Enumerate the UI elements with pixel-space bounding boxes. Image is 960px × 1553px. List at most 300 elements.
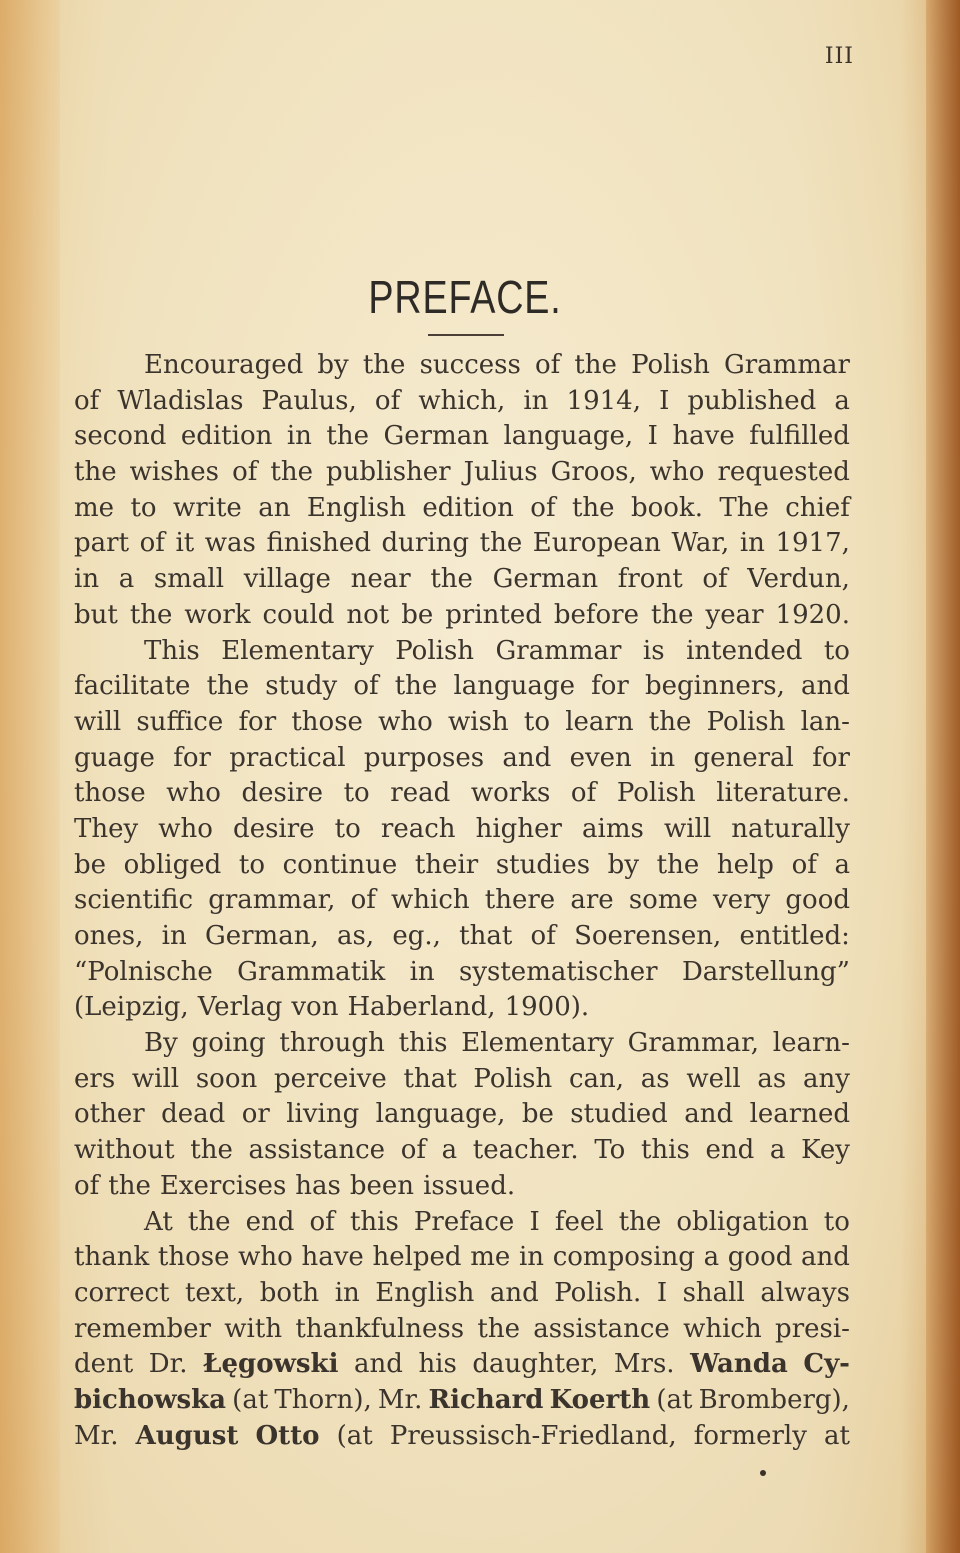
preface-word: works	[470, 778, 551, 809]
preface-word: English	[306, 492, 406, 523]
preface-word: me	[470, 1242, 511, 1273]
preface-word: is	[642, 635, 665, 666]
preface-word: Grammar	[723, 350, 850, 380]
preface-word: for	[238, 706, 277, 737]
preface-word: Polish	[706, 706, 786, 737]
preface-line	[74, 848, 850, 884]
preface-line	[74, 741, 850, 777]
preface-word: in	[650, 742, 676, 773]
preface-word: with	[224, 1313, 283, 1344]
preface-line	[74, 990, 850, 1026]
preface-word: Encouraged	[144, 350, 304, 380]
preface-word: by	[607, 849, 640, 880]
preface-word: presi-	[775, 1313, 850, 1344]
preface-word: August	[135, 1420, 239, 1451]
preface-word: in	[74, 564, 100, 595]
preface-line	[74, 419, 850, 455]
preface-word: Polish	[395, 635, 475, 666]
preface-word: there	[484, 885, 556, 916]
preface-line	[74, 812, 850, 848]
preface-word: and	[801, 1242, 850, 1273]
preface-word: dent	[74, 1349, 134, 1380]
preface-word: thankfulness	[295, 1313, 465, 1344]
preface-word: naturally	[731, 813, 850, 844]
preface-word: Grammatik	[237, 956, 386, 987]
preface-word: without	[74, 1135, 175, 1166]
preface-word: literature.	[716, 778, 850, 809]
preface-word: Paulus,	[261, 385, 357, 416]
preface-word: always	[760, 1277, 850, 1308]
page-edge-right	[926, 0, 960, 1553]
preface-word: good	[785, 885, 850, 916]
preface-word: and	[354, 1349, 403, 1380]
preface-word: can,	[568, 1063, 625, 1094]
preface-word: in	[286, 421, 312, 452]
preface-word: but	[74, 599, 118, 630]
preface-word: to	[523, 706, 550, 737]
preface-word: eg.,	[392, 921, 441, 951]
printer-mark	[760, 1470, 766, 1476]
preface-word: 1920.	[775, 599, 850, 630]
preface-word: obliged	[123, 849, 222, 880]
preface-word: Preussisch-Friedland,	[389, 1420, 677, 1451]
preface-word: Wanda	[690, 1349, 788, 1380]
preface-word: chief	[785, 492, 850, 523]
preface-word: I	[659, 385, 670, 416]
preface-word: At	[144, 1206, 173, 1237]
preface-word: who	[158, 813, 213, 844]
preface-word: have	[301, 1242, 364, 1273]
preface-word: The	[719, 492, 769, 523]
preface-word: of	[350, 885, 376, 916]
preface-line	[74, 669, 850, 705]
preface-word: end	[705, 1135, 755, 1166]
preface-word: this	[640, 1135, 690, 1166]
preface-word: who	[649, 457, 705, 488]
preface-word: Richard	[428, 1384, 544, 1415]
preface-word: as	[640, 1063, 670, 1094]
preface-word: been	[349, 1170, 415, 1201]
preface-word: of	[534, 350, 561, 380]
preface-line	[74, 776, 850, 812]
preface-word: the	[270, 457, 313, 488]
preface-word: “Polnische	[74, 956, 213, 987]
preface-line	[74, 634, 850, 670]
preface-line	[74, 491, 850, 527]
preface-word: assistance	[533, 1313, 670, 1344]
preface-word: of	[702, 564, 728, 595]
preface-line	[74, 1169, 850, 1205]
preface-word: in	[518, 1242, 545, 1273]
preface-word: I	[529, 1206, 540, 1237]
preface-word: even	[569, 742, 632, 773]
preface-word: in	[161, 921, 187, 951]
preface-word: correct	[74, 1277, 170, 1308]
preface-word: study	[265, 671, 338, 702]
preface-word: higher	[475, 813, 562, 844]
preface-word: who	[238, 1242, 293, 1273]
preface-word: a	[703, 1242, 720, 1273]
preface-word: general	[693, 742, 794, 773]
preface-word: for	[812, 742, 850, 773]
preface-word: the	[618, 1206, 662, 1237]
preface-word: remember	[74, 1313, 211, 1344]
preface-word: in	[523, 385, 549, 416]
preface-word: Mr.	[74, 1420, 119, 1451]
preface-word: German	[383, 421, 489, 452]
preface-word: was	[204, 528, 256, 559]
preface-word: purposes	[363, 742, 485, 773]
preface-word: Verdun,	[747, 564, 850, 595]
preface-word: through	[279, 1028, 385, 1059]
preface-word: bichowska	[74, 1384, 227, 1415]
preface-word: Elementary	[221, 635, 374, 666]
preface-line	[74, 1133, 850, 1169]
preface-word: Bromberg),	[698, 1384, 850, 1415]
preface-word: thank	[74, 1242, 150, 1273]
preface-word: end	[245, 1206, 295, 1237]
preface-word: and	[684, 1099, 734, 1130]
preface-word: Polish	[616, 778, 696, 809]
preface-line	[74, 1383, 850, 1419]
preface-word: the	[656, 849, 700, 880]
preface-word: (at	[336, 1420, 373, 1451]
preface-line	[74, 1205, 850, 1241]
preface-word: to	[823, 1206, 850, 1237]
preface-word: be	[521, 1099, 554, 1130]
preface-word: published	[687, 385, 817, 416]
preface-line	[74, 1026, 850, 1062]
preface-word: that	[459, 921, 513, 951]
preface-word: the	[190, 1135, 233, 1166]
preface-word: I	[647, 421, 658, 452]
preface-word: very	[713, 885, 771, 916]
preface-word: shall	[682, 1277, 745, 1308]
preface-word: aims	[582, 813, 644, 844]
preface-word: going	[191, 1028, 266, 1059]
preface-word: their	[414, 849, 479, 880]
preface-line	[74, 562, 850, 598]
preface-word: This	[144, 635, 200, 666]
preface-word: assistance	[248, 1135, 386, 1166]
preface-word: language,	[503, 421, 634, 452]
preface-word: of	[309, 1206, 335, 1237]
preface-word: be	[74, 849, 107, 880]
preface-word: that	[403, 1063, 457, 1094]
preface-word: will	[74, 706, 122, 737]
preface-word: the	[129, 599, 173, 630]
preface-word: grammar,	[208, 885, 336, 916]
preface-word: reach	[380, 813, 456, 844]
preface-word: in	[739, 528, 765, 559]
preface-word: for	[591, 671, 629, 702]
preface-word: guage	[74, 742, 155, 773]
preface-word: perceive	[273, 1063, 387, 1094]
preface-word: 1917,	[775, 528, 850, 559]
preface-word: of	[791, 849, 817, 880]
preface-word: helped	[372, 1242, 462, 1273]
preface-word: the	[108, 1170, 151, 1201]
preface-word: Mr.	[377, 1384, 423, 1415]
preface-word: his	[418, 1349, 457, 1380]
preface-word: will	[663, 813, 712, 844]
preface-word: in	[409, 956, 435, 987]
preface-word: the	[394, 671, 438, 702]
preface-word: text,	[184, 1277, 245, 1308]
preface-word: To	[594, 1135, 626, 1166]
preface-word: the	[571, 492, 615, 523]
preface-word: both	[259, 1277, 320, 1308]
preface-word: to	[343, 778, 370, 809]
preface-word: or	[241, 1099, 270, 1130]
preface-word: European	[532, 528, 661, 559]
preface-word: Polish.	[554, 1277, 642, 1308]
preface-word: of	[374, 385, 401, 416]
preface-word: as,	[336, 921, 375, 951]
preface-line	[74, 1240, 850, 1276]
preface-word: desire	[233, 813, 315, 844]
preface-word: Polish	[631, 350, 710, 380]
preface-word: which	[683, 1313, 762, 1344]
preface-word: Polish	[473, 1063, 553, 1094]
preface-word: the	[650, 599, 694, 630]
preface-word: English	[375, 1277, 475, 1308]
preface-word: some	[628, 885, 698, 916]
title-underline	[428, 334, 504, 336]
preface-word: for	[173, 742, 211, 773]
preface-word: ers	[74, 1063, 116, 1094]
preface-word: language	[453, 671, 575, 702]
preface-word: learn-	[772, 1028, 850, 1059]
preface-word: Haberland,	[347, 992, 496, 1023]
preface-word: of	[74, 1170, 100, 1201]
preface-word: a	[441, 1135, 458, 1166]
preface-body	[74, 348, 850, 1454]
preface-word: me	[74, 492, 115, 523]
preface-word: could	[262, 599, 335, 630]
preface-word: the	[430, 564, 473, 595]
preface-word: which,	[418, 385, 506, 416]
preface-word: have	[672, 421, 735, 452]
preface-word: soon	[195, 1063, 258, 1094]
preface-word: living	[286, 1099, 360, 1130]
preface-word: to	[823, 635, 850, 666]
preface-word: by	[317, 350, 349, 380]
page-title: PREFACE.	[368, 271, 562, 323]
preface-line	[74, 598, 850, 634]
preface-word: before	[553, 599, 639, 630]
preface-word: obligation	[676, 1206, 809, 1237]
preface-word: studies	[495, 849, 591, 880]
preface-word: of	[353, 671, 379, 702]
preface-word: practical	[229, 742, 346, 773]
preface-word: are	[570, 885, 614, 916]
preface-word: They	[74, 813, 139, 844]
preface-word: which	[391, 885, 470, 916]
preface-word: Soerensen,	[574, 921, 722, 951]
preface-word: of	[400, 1135, 426, 1166]
preface-word: year	[705, 599, 764, 630]
preface-word: the	[477, 1313, 520, 1344]
preface-word: printed	[445, 599, 542, 630]
preface-word: and	[801, 671, 850, 702]
preface-word: Koerth	[549, 1384, 651, 1415]
preface-word: learned	[749, 1099, 850, 1130]
preface-word: at	[824, 1420, 850, 1451]
preface-word: teacher.	[472, 1135, 579, 1166]
preface-word: German,	[204, 921, 319, 951]
preface-word: Mrs.	[613, 1349, 675, 1380]
preface-word: will	[131, 1063, 180, 1094]
preface-word: it	[175, 528, 195, 559]
preface-word: wishes	[129, 457, 220, 488]
preface-word: composing	[552, 1242, 695, 1273]
preface-word: near	[350, 564, 411, 595]
preface-word: of	[232, 457, 258, 488]
preface-word: of	[530, 492, 556, 523]
preface-word: a	[118, 564, 135, 595]
preface-word: a	[769, 1135, 786, 1166]
preface-word: be	[401, 599, 434, 630]
preface-word: any	[802, 1063, 850, 1094]
preface-word: the	[187, 1206, 231, 1237]
preface-word: a	[834, 385, 850, 416]
preface-word: learn	[565, 706, 634, 737]
preface-word: Exercises	[159, 1170, 287, 1201]
preface-word: write	[172, 492, 242, 523]
preface-word: those	[291, 706, 363, 737]
preface-line	[74, 384, 850, 420]
preface-line	[74, 1062, 850, 1098]
preface-word: War,	[671, 528, 730, 559]
preface-word: of	[74, 385, 100, 416]
preface-line	[74, 705, 850, 741]
preface-word: and	[502, 742, 552, 773]
preface-word: of	[530, 921, 556, 951]
preface-word: well	[686, 1063, 741, 1094]
preface-word: the	[206, 671, 250, 702]
preface-word: as	[757, 1063, 787, 1094]
preface-line	[74, 455, 850, 491]
preface-word: lan-	[800, 706, 850, 737]
preface-word: suffice	[136, 706, 224, 737]
preface-word: good	[727, 1242, 793, 1273]
preface-word: systematischer	[458, 956, 658, 987]
preface-word: Key	[801, 1135, 850, 1166]
preface-word: ones,	[74, 921, 144, 951]
preface-line	[74, 1347, 850, 1383]
preface-word: By	[144, 1028, 178, 1059]
preface-word: Grammar	[495, 635, 622, 666]
preface-word: in	[334, 1277, 360, 1308]
preface-word: part	[74, 528, 130, 559]
preface-word: not	[346, 599, 390, 630]
preface-word: read	[390, 778, 451, 809]
preface-word: Otto	[255, 1420, 320, 1451]
preface-word: von	[291, 992, 339, 1023]
preface-word: work	[184, 599, 251, 630]
page-stain-left	[0, 0, 60, 1553]
preface-line	[74, 1312, 850, 1348]
preface-word: studied	[570, 1099, 668, 1130]
preface-word: dead	[161, 1099, 226, 1130]
preface-line	[74, 526, 850, 562]
preface-word: Darstellung”	[681, 956, 850, 987]
preface-word: Łęgowski	[203, 1349, 339, 1380]
preface-word: Dr.	[148, 1349, 188, 1380]
preface-word: this	[349, 1206, 399, 1237]
preface-word: and	[489, 1277, 539, 1308]
preface-line	[74, 955, 850, 991]
preface-line	[74, 1419, 850, 1455]
preface-word: the	[479, 528, 523, 559]
preface-word: those	[157, 1242, 230, 1273]
preface-line	[74, 348, 850, 384]
preface-word: feel	[554, 1206, 604, 1237]
preface-word: German	[492, 564, 599, 595]
preface-word: to	[334, 813, 361, 844]
preface-word: daughter,	[472, 1349, 599, 1380]
preface-word: Elementary	[461, 1028, 614, 1059]
preface-word: the	[574, 350, 617, 380]
preface-word: of	[139, 528, 165, 559]
preface-word: formerly	[693, 1420, 807, 1451]
preface-word: this	[398, 1028, 448, 1059]
preface-word: (Leipzig,	[74, 992, 189, 1023]
preface-word: second	[74, 421, 167, 452]
preface-word: Cy-	[803, 1349, 850, 1380]
preface-word: desire	[241, 778, 323, 809]
preface-word: the	[326, 421, 369, 452]
preface-word: small	[153, 564, 225, 595]
preface-word: who	[166, 778, 221, 809]
preface-word: has	[295, 1170, 341, 1201]
preface-word: the	[74, 457, 117, 488]
page-number: III	[824, 44, 854, 69]
preface-word: to	[238, 849, 265, 880]
preface-line	[74, 1097, 850, 1133]
preface-word: an	[258, 492, 291, 523]
preface-line	[74, 1276, 850, 1312]
preface-word: the	[362, 350, 406, 380]
preface-word: scientific	[74, 885, 194, 916]
preface-word: help	[716, 849, 774, 880]
preface-word: a	[834, 849, 850, 880]
preface-word: success	[419, 350, 521, 380]
preface-word: 1900).	[504, 992, 590, 1023]
preface-word: Julius	[463, 457, 538, 488]
preface-word: 1914,	[566, 385, 641, 416]
preface-word: beginners,	[644, 671, 785, 702]
preface-word: wish	[448, 706, 509, 737]
preface-word: continue	[282, 849, 398, 880]
preface-line	[74, 883, 850, 919]
preface-word: the	[648, 706, 692, 737]
preface-word: those	[74, 778, 146, 809]
preface-word: Thorn),	[274, 1384, 372, 1415]
preface-line	[74, 919, 850, 955]
preface-word: front	[617, 564, 683, 595]
preface-word: publisher	[326, 457, 451, 488]
preface-word: village	[243, 564, 331, 595]
preface-word: requested	[717, 457, 850, 488]
preface-word: during	[381, 528, 470, 559]
preface-word: (at	[656, 1384, 693, 1415]
preface-word: intended	[686, 635, 803, 666]
preface-word: fulfilled	[749, 421, 850, 452]
preface-word: language,	[375, 1099, 506, 1130]
preface-word: who	[378, 706, 433, 737]
